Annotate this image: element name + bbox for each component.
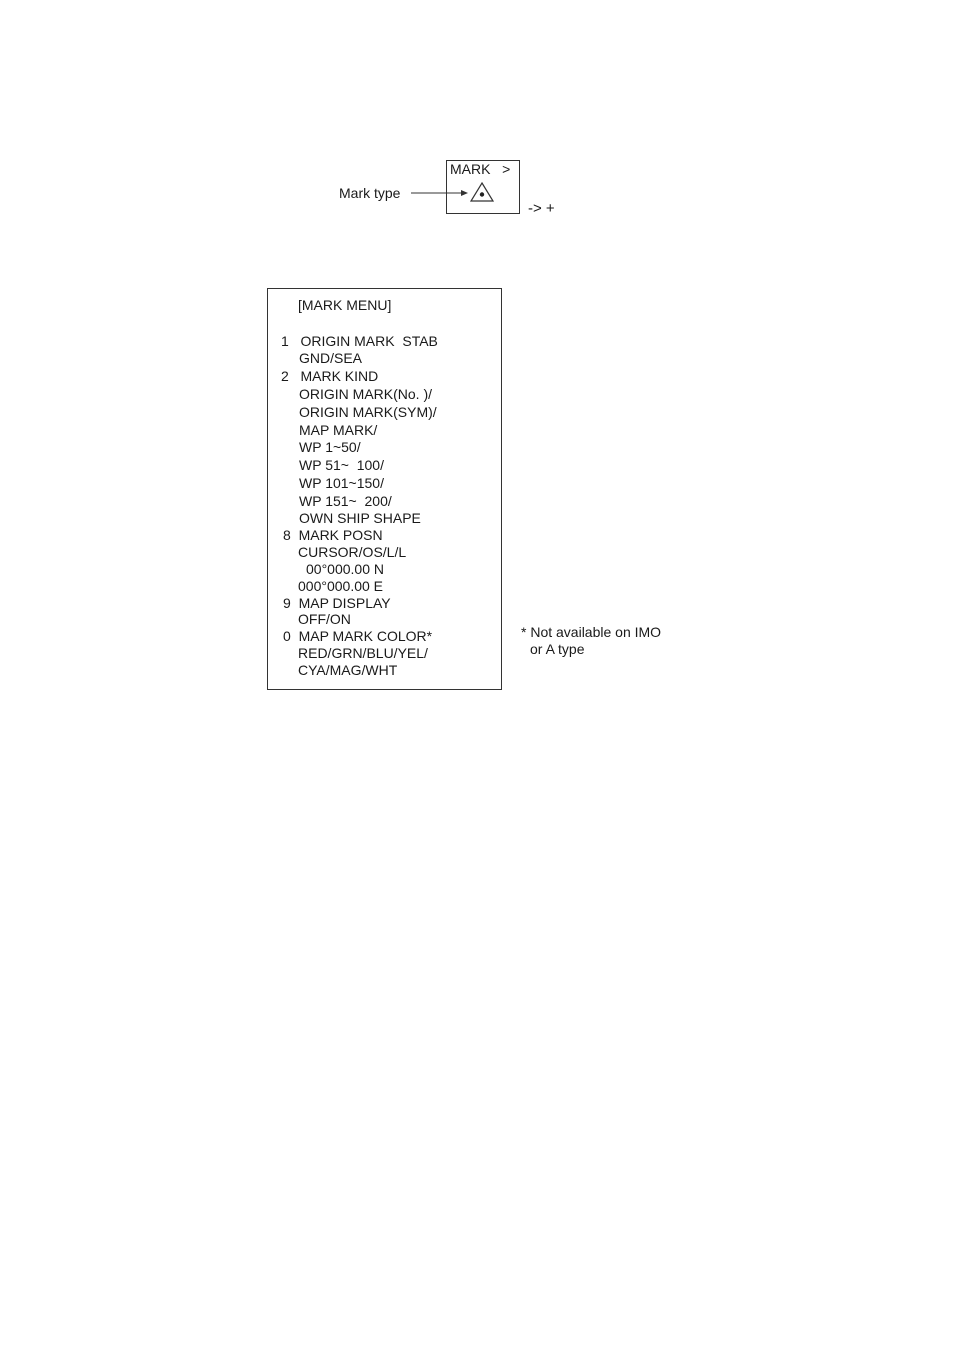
menu-item-mark-kind[interactable]: 2 MARK KIND [281,368,379,384]
menu-option-line: WP 51~ 100/ [299,457,384,473]
menu-longitude-value: 000°000.00 E [298,578,384,594]
menu-item-origin-mark[interactable]: 1 ORIGIN MARK STAB [281,333,438,349]
footnote-line: * Not available on IMO [521,624,662,640]
menu-option-line: ORIGIN MARK(No. )/ [299,386,433,402]
menu-option-line: RED/GRN/BLU/YEL/ [298,645,428,661]
menu-option-line: CURSOR/OS/L/L [298,544,407,560]
menu-title: [MARK MENU] [298,297,392,313]
mark-box-label: MARK > [450,161,511,177]
footnote [521,624,661,658]
menu-option-line: CYA/MAG/WHT [298,662,398,678]
triangle-dot-icon [469,181,495,203]
menu-item-mark-posn[interactable]: 8 MARK POSN [283,527,383,543]
menu-option-line: MAP MARK/ [299,422,378,438]
menu-option-line: WP 1~50/ [299,439,361,455]
menu-option-line: WP 151~ 200/ [299,493,392,509]
menu-option-line: OFF/ON [298,611,351,627]
footnote-line: or A type [530,641,585,657]
menu-item-map-display[interactable]: 9 MAP DISPLAY [283,595,391,611]
menu-latitude-value: 00°000.00 N [306,561,384,577]
menu-option-line: GND/SEA [299,350,363,366]
menu-option-line: ORIGIN MARK(SYM)/ [299,404,437,420]
menu-option-line: WP 101~150/ [299,475,384,491]
mark-type-label: Mark type [339,185,401,201]
mark-menu-panel [267,288,502,690]
cursor-note: -> + [528,200,555,217]
mark-indicator-box [446,160,520,214]
menu-item-map-mark-color[interactable]: 0 MAP MARK COLOR* [283,628,433,644]
menu-option-line: OWN SHIP SHAPE [299,510,421,526]
